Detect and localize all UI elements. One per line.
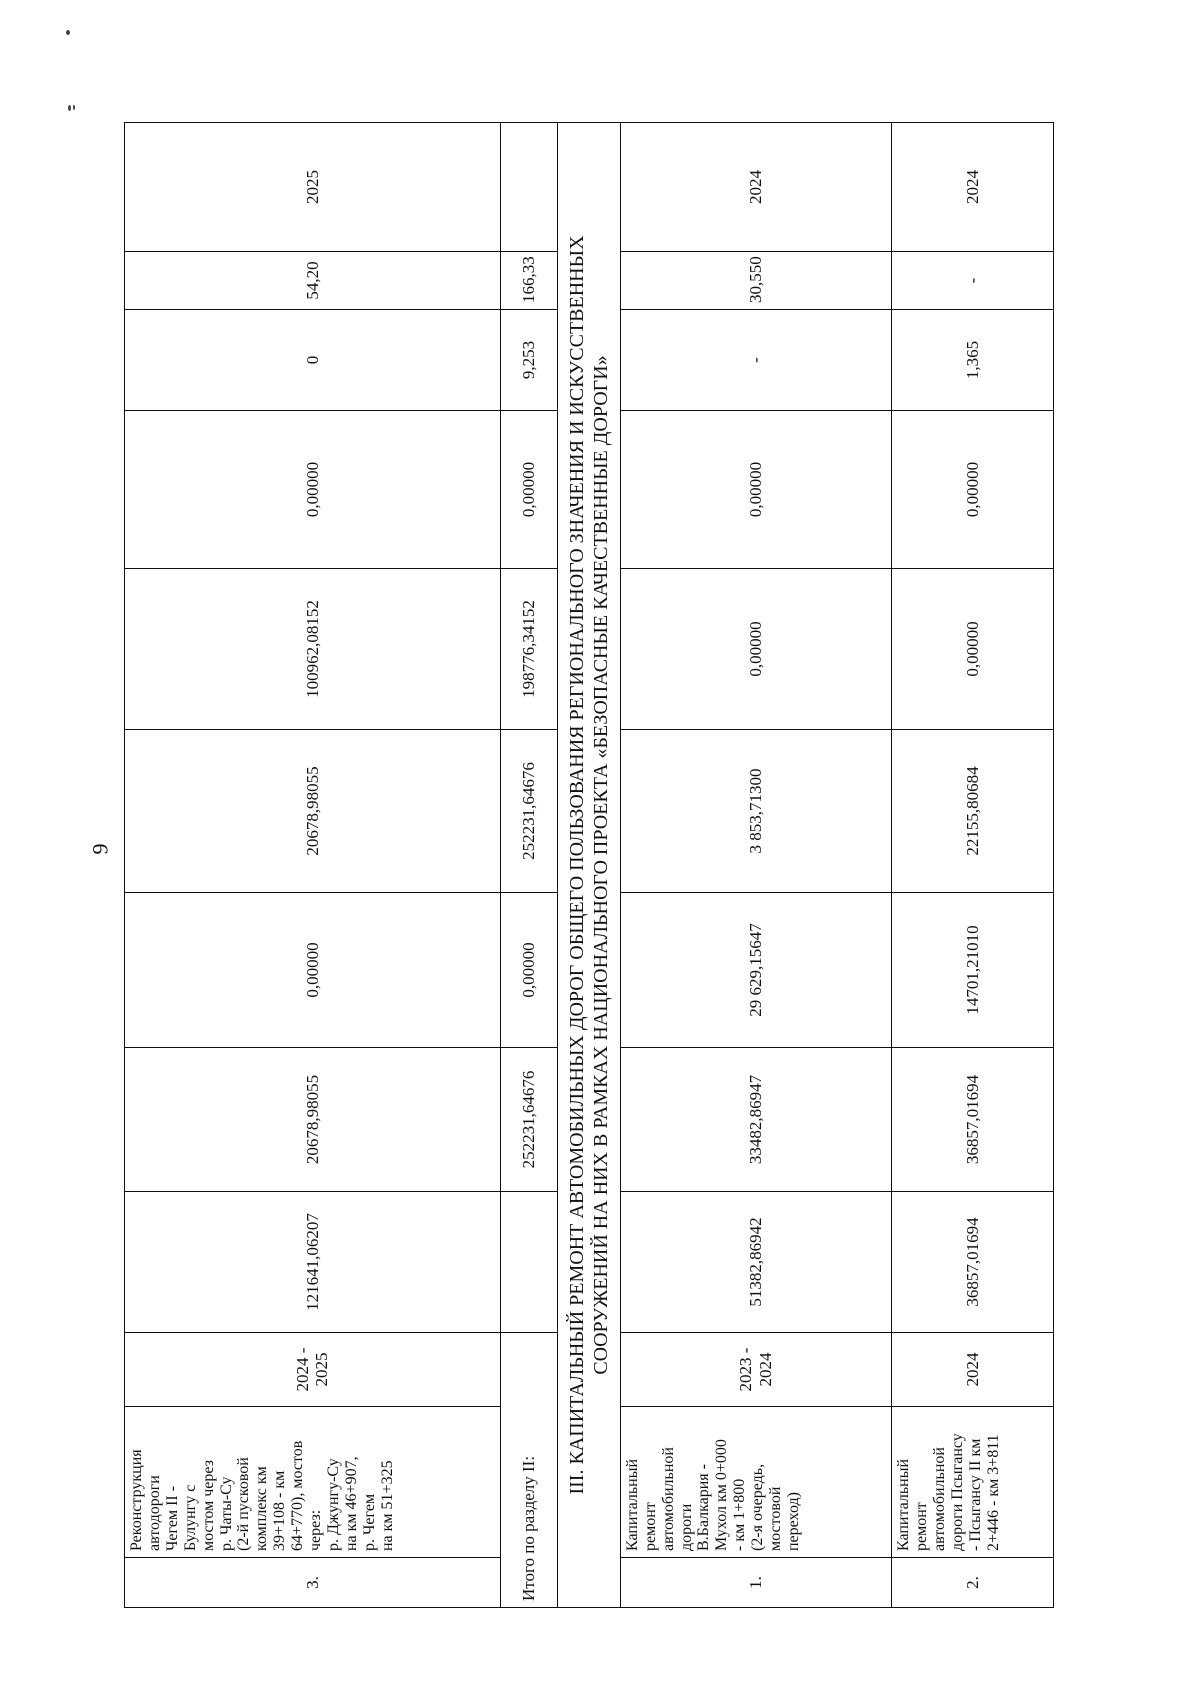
value-cell: 29 629,15647 [620, 893, 891, 1048]
value-cell: 54,20 [125, 252, 501, 310]
value-cell: 0 [125, 310, 501, 411]
table-row-2 [892, 123, 1054, 1608]
year-cell: 2024 [892, 123, 1054, 252]
value-cell: 121641,06207 [125, 1192, 501, 1333]
total-label: Итого по разделу II: [500, 1333, 557, 1608]
section-title-line: СООРУЖЕНИЙ НА НИХ В РАМКАХ НАЦИОНАЛЬНОГО ПРОЕКТА «БЕЗОПАСНЫЕ КАЧЕСТВЕННЫЕ ДОРОГИ» [589, 355, 612, 1375]
value-cell: 20678,98055 [125, 730, 501, 893]
row-number: 3. [125, 1558, 501, 1608]
value-cell: 0,00000 [500, 893, 557, 1048]
period: 2023 - 2024 [620, 1333, 891, 1407]
value-cell: 0,00000 [500, 411, 557, 569]
value-cell: 166,33 [500, 252, 557, 310]
value-cell: 252231,64676 [500, 730, 557, 893]
value-cell: 14701,21010 [892, 893, 1054, 1048]
budget-table [124, 122, 1054, 1608]
period: 2024 [892, 1333, 1054, 1407]
section-title-line: III. КАПИТАЛЬНЫЙ РЕМОНТ АВТОМОБИЛЬНЫХ ДОРОГ ОБЩЕГО ПОЛЬЗОВАНИЯ РЕГИОНАЛЬНОГО ЗНАЧЕНИЯ И ИСКУССТВЕННЫХ [565, 235, 588, 1495]
value-cell: 0,00000 [125, 893, 501, 1048]
scan-speck [73, 105, 75, 110]
value-cell: 51382,86942 [620, 1192, 891, 1333]
value-cell: 198776,34152 [500, 569, 557, 730]
year-cell [500, 123, 557, 252]
page-number: 9 [87, 843, 113, 855]
table-row-3 [125, 123, 501, 1608]
value-cell [500, 1192, 557, 1333]
value-cell: 22155,80684 [892, 730, 1054, 893]
rotated-table-container [124, 123, 1054, 1608]
object-name: Капитальный ремонт автомобильной дороги Псыгансу - Псыгансу II км 2+446 - км 3+811 [892, 1407, 1054, 1558]
row-number: 2. [892, 1558, 1054, 1608]
value-cell: 3 853,71300 [620, 730, 891, 893]
value-cell: 9,253 [500, 310, 557, 411]
scan-speck [68, 105, 71, 111]
section-3-header-row [558, 123, 621, 1608]
value-cell: 36857,01694 [892, 1048, 1054, 1192]
row-number: 1. [620, 1558, 891, 1608]
value-cell: 0,00000 [620, 411, 891, 569]
year-cell: 2025 [125, 123, 501, 252]
value-cell: 30,550 [620, 252, 891, 310]
object-name: Реконструкция автодороги Чегем II - Булунгу с мостом через р. Чаты-Су (2-й пусковой комплекс км 39+108 - км 64+770), мостов через: р. Джунгу-Су на км 46+907, р. Чегем на км 51+325 [125, 1407, 501, 1558]
value-cell: - [620, 310, 891, 411]
value-cell: 0,00000 [620, 569, 891, 730]
value-cell: 36857,01694 [892, 1192, 1054, 1333]
value-cell: 0,00000 [892, 411, 1054, 569]
value-cell: 33482,86947 [620, 1048, 891, 1192]
section-3-title [558, 123, 621, 1608]
value-cell: 1,365 [892, 310, 1054, 411]
table-row-1 [620, 123, 891, 1608]
scan-speck [66, 30, 70, 35]
period: 2024 - 2025 [125, 1333, 501, 1407]
value-cell: 0,00000 [125, 411, 501, 569]
value-cell: 100962,08152 [125, 569, 501, 730]
total-row-section-2 [500, 123, 557, 1608]
year-cell: 2024 [620, 123, 891, 252]
value-cell: 20678,98055 [125, 1048, 501, 1192]
value-cell: - [892, 252, 1054, 310]
value-cell: 252231,64676 [500, 1048, 557, 1192]
value-cell: 0,00000 [892, 569, 1054, 730]
object-name: Капитальный ремонт автомобильной дороги В.Балкария - Мухол км 0+000 - км 1+800 (2-я очередь, мостовой переход) [620, 1407, 891, 1558]
